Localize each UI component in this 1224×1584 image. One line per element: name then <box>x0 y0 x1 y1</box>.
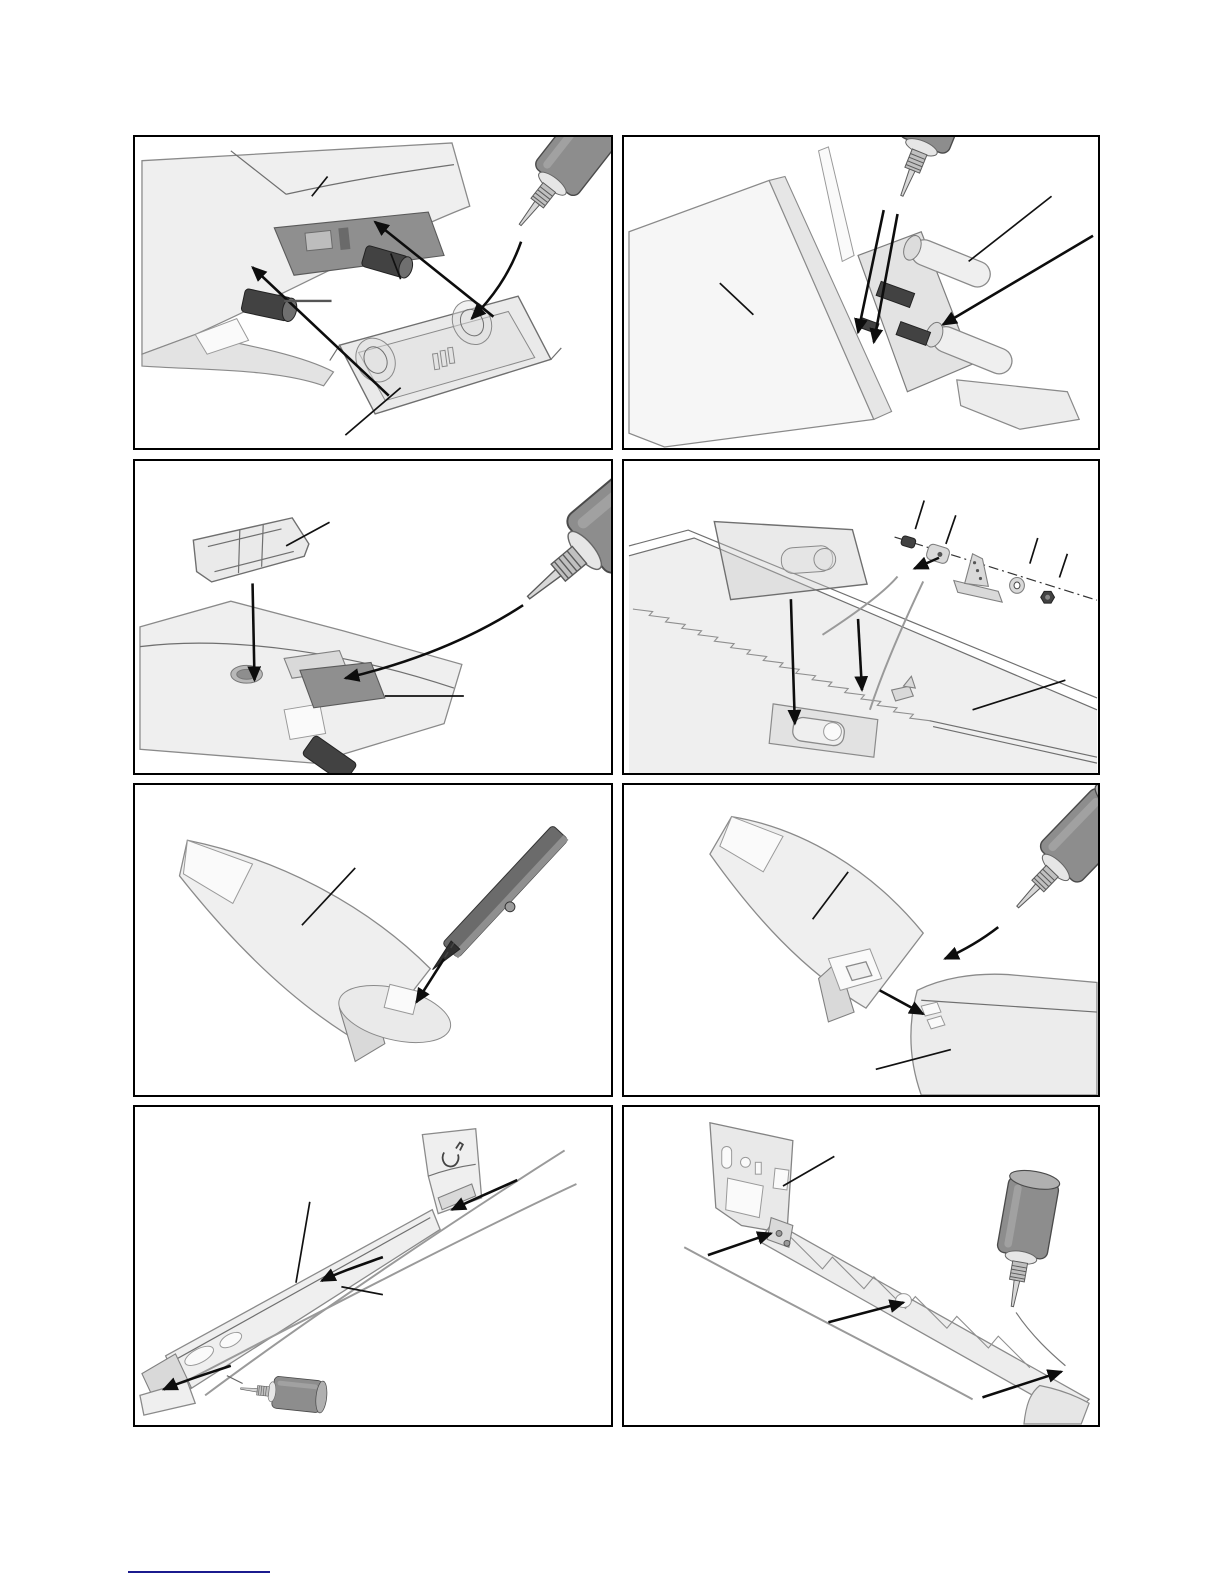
panel-2-illustration <box>624 137 1098 448</box>
joiner-bar <box>425 825 575 982</box>
stabilizer-illustration <box>179 840 456 1061</box>
leader-line <box>1030 538 1038 564</box>
fin-plate-illustration <box>710 1123 793 1234</box>
leader-line <box>946 515 956 544</box>
clevis-retainer <box>900 535 916 548</box>
glue-bottle-icon <box>239 1373 328 1414</box>
applicator-line <box>1016 1312 1065 1365</box>
panel-5-illustration <box>135 785 611 1095</box>
panel-8-illustration <box>624 1107 1098 1425</box>
leader-line <box>296 1202 310 1283</box>
instruction-panel-5 <box>133 783 613 1097</box>
glue-bottle-icon <box>877 137 980 206</box>
magnet <box>241 288 299 322</box>
leader-line <box>915 500 924 529</box>
mount-plate <box>957 380 1079 429</box>
instruction-panel-4 <box>622 459 1100 775</box>
boom-root-end <box>1024 1385 1089 1424</box>
glue-arrow <box>945 927 998 959</box>
panel-1-illustration <box>135 137 611 448</box>
instruction-panel-2 <box>622 135 1100 450</box>
leader-line <box>969 196 1052 261</box>
linkage-hardware <box>900 535 1054 603</box>
stabilizer-illustration <box>710 817 923 1022</box>
panel-3-illustration <box>135 461 611 773</box>
instruction-panel-7 <box>133 1105 613 1427</box>
pushrod-wire <box>205 1150 564 1395</box>
glue-bottle-icon <box>987 1167 1061 1311</box>
glue-bottle-icon <box>998 785 1098 926</box>
center-section <box>911 974 1097 1095</box>
saddle-blade <box>819 147 855 262</box>
hatch-cover <box>323 283 566 419</box>
assembly-arrow <box>708 1233 771 1255</box>
glue-bottle-icon <box>505 461 611 626</box>
instruction-panel-8 <box>622 1105 1100 1427</box>
nut <box>1041 591 1055 603</box>
instruction-panel-1 <box>133 135 613 450</box>
footer-rule <box>128 1571 270 1573</box>
panel-6-illustration <box>624 785 1098 1095</box>
wing-root-illustration <box>140 601 462 773</box>
pushrod-wire <box>185 1184 576 1382</box>
glue-bottle-icon <box>499 137 611 241</box>
latch-part <box>192 516 312 583</box>
instruction-panel-3 <box>133 459 613 775</box>
assembly-arrow <box>914 558 939 569</box>
leader-line <box>1059 554 1067 578</box>
wing-panel-illustration <box>629 176 892 447</box>
panel-4-illustration <box>624 461 1098 773</box>
tail-boom-illustration <box>140 1129 482 1415</box>
servo-cover <box>714 511 867 600</box>
instruction-panel-6 <box>622 783 1100 1097</box>
applicator-line <box>227 1376 243 1384</box>
fuselage-wing-mount <box>858 232 1079 429</box>
panel-7-illustration <box>135 1107 611 1425</box>
